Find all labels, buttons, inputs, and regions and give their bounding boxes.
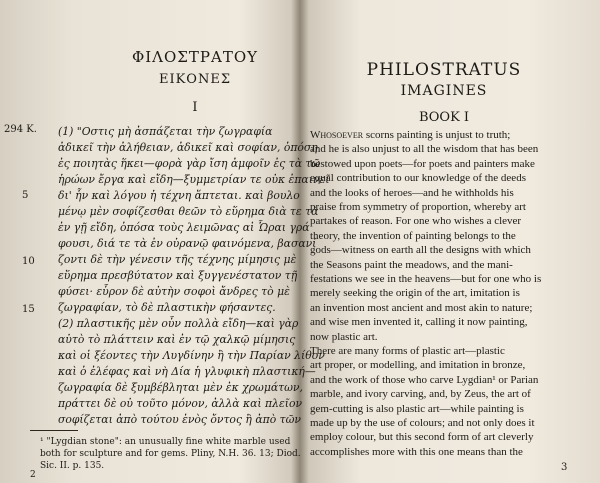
english-line: and the work of those who carve Lygdian¹ or Parian <box>310 373 539 386</box>
greek-line-number: 5 <box>22 190 29 201</box>
greek-line: ζωγραφία δὲ ξυμβέβληται μὲν ἐκ χρωμάτων, <box>58 381 303 394</box>
footnote-rule <box>30 430 78 431</box>
english-line: marble, and ivory carving, and, by Zeus, the art of <box>310 388 531 401</box>
english-line: praise from symmetry of proportion, whereby art <box>310 201 526 213</box>
right-page <box>298 0 600 483</box>
english-line: partakes of reason. For one who wishes a clever <box>310 215 522 228</box>
english-line: theory, the invention of painting belongs to the <box>310 229 516 242</box>
opening-word: Whosoever <box>310 129 364 141</box>
greek-title: ΦΙΛΟΣΤΡΑΤΟΥ <box>131 48 259 66</box>
english-line: and he is also unjust to all the wisdom that has been <box>310 143 539 156</box>
english-book-heading: BOOK I <box>418 110 470 125</box>
greek-line: (1) "Οστις μὴ ἀσπάζεται τὴν ζωγραφία <box>58 125 273 138</box>
english-line: made up by the use of colours; and not only does it <box>310 417 535 429</box>
greek-subtitle: ΕΙΚΟΝΕΣ <box>158 72 232 87</box>
english-line: art proper, or modelling, and imitation in bronze, <box>310 359 526 372</box>
greek-line: φουσι, διά τε τὰ ἐν οὐρανῷ φαινόμενα, βασανί <box>58 237 317 250</box>
english-line: accomplishes more with this one means than the <box>310 445 523 458</box>
greek-line: δι' ἧν καὶ λόγου ἡ τέχνη ἅπτεται. καὶ βουλο <box>58 189 300 202</box>
greek-book-number: I <box>192 100 198 115</box>
greek-line: ἐν γῇ εἴδη, ὁπόσα τοὺς λειμῶνας αἱ Ὧραι γρά <box>58 221 310 234</box>
english-title: PHILOSTRATUS <box>366 60 522 80</box>
english-line: Whosoever scorns painting is unjust to truth; <box>310 129 511 141</box>
english-line: and wise men invented it, calling it now painting, <box>310 316 528 329</box>
english-line: There are many forms of plastic art—plastic <box>310 345 505 357</box>
greek-line-number: 15 <box>22 304 35 315</box>
english-line: now plastic art. <box>310 330 378 343</box>
english-line: gem-cutting is also plastic art—while painting is <box>310 402 524 415</box>
english-line: employ colour, but this second form of art cleverly <box>310 431 534 444</box>
english-line: bestowed upon poets—for poets and painters make <box>310 157 535 170</box>
english-line: an invention most ancient and most akin to nature; <box>310 301 533 314</box>
greek-line: εὕρημα πρεσβύτατον καὶ ξυγγενέστατον τῇ <box>58 269 298 282</box>
greek-line: σοφίζεται ἀπὸ τούτου ἑνὸς ὄντος ἢ ἀπὸ τῶν <box>58 413 301 426</box>
greek-line-number: 10 <box>22 256 35 267</box>
greek-line: ἐς ποιητὰς ἥκει—φορὰ γὰρ ἴση ἀμφοῖν ἐς τὰ τῶ <box>58 157 321 170</box>
greek-line: (2) πλαστικῆς μὲν οὖν πολλὰ εἴδη—καὶ γὰρ <box>58 317 299 330</box>
greek-line: ζωγραφίαν, τὸ δὲ πλαστικὴν φήσαντες. <box>58 301 276 314</box>
english-line: merely seeking the origin of the art, imitation is <box>310 287 520 300</box>
greek-line: φύσει· εὗρον δὲ αὐτὴν σοφοὶ ἄνδρες τὸ μὲ <box>58 285 290 298</box>
english-line: and the looks of heroes—and he withholds his <box>310 186 514 199</box>
greek-line: ἡρώων ἔργα καὶ εἴδη—ξυμμετρίαν τε οὐκ ἐπαινεῖ <box>58 173 330 186</box>
english-line: equal contribution to our knowledge of the deeds <box>310 172 526 185</box>
left-page-number: 2 <box>30 470 36 480</box>
greek-line: ζοντι δὲ τὴν γένεσιν τῆς τέχνης μίμησις μὲ <box>58 253 297 266</box>
greek-line: ἀδικεῖ τὴν ἀλήθειαν, ἀδικεῖ καὶ σοφίαν, ὁπόση <box>58 141 318 154</box>
english-line: festations we see in the heavens—but for one who is <box>310 273 542 285</box>
kayser-page-ref: 294 K. <box>4 124 37 135</box>
greek-line: πράττει δὲ οὐ τοῦτο μόνον, ἀλλὰ καὶ πλεῖον <box>58 397 303 410</box>
english-line: the Seasons paint the meadows, and the mani- <box>310 258 513 271</box>
greek-line: μένῳ μὲν σοφίζεσθαι θεῶν τὸ εὕρημα διὰ τε τὰ <box>58 205 319 218</box>
greek-line: καὶ ὁ ἐλέφας καὶ νὴ Δία ἡ γλυφικὴ πλαστική— <box>58 365 316 378</box>
greek-line: αὐτὸ τὸ πλάττειν καὶ ἐν τῷ χαλκῷ μίμησις <box>58 333 296 346</box>
greek-line: καὶ οἱ ξέοντες τὴν Λυγδίνην ἢ τὴν Παρίαν λίθον <box>58 349 325 362</box>
english-subtitle: IMAGINES <box>400 83 488 99</box>
english-line: gods—witness on earth all the designs with which <box>310 244 531 257</box>
footnote-line: ¹ "Lygdian stone": an unusually fine white marble used <box>40 437 291 447</box>
footnote-line: both for sculpture and for gems. Pliny, N.H. 36. 13; Diod. <box>40 449 301 459</box>
footnote-line: Sic. II. p. 135. <box>40 461 105 471</box>
right-page-number: 3 <box>561 462 568 473</box>
